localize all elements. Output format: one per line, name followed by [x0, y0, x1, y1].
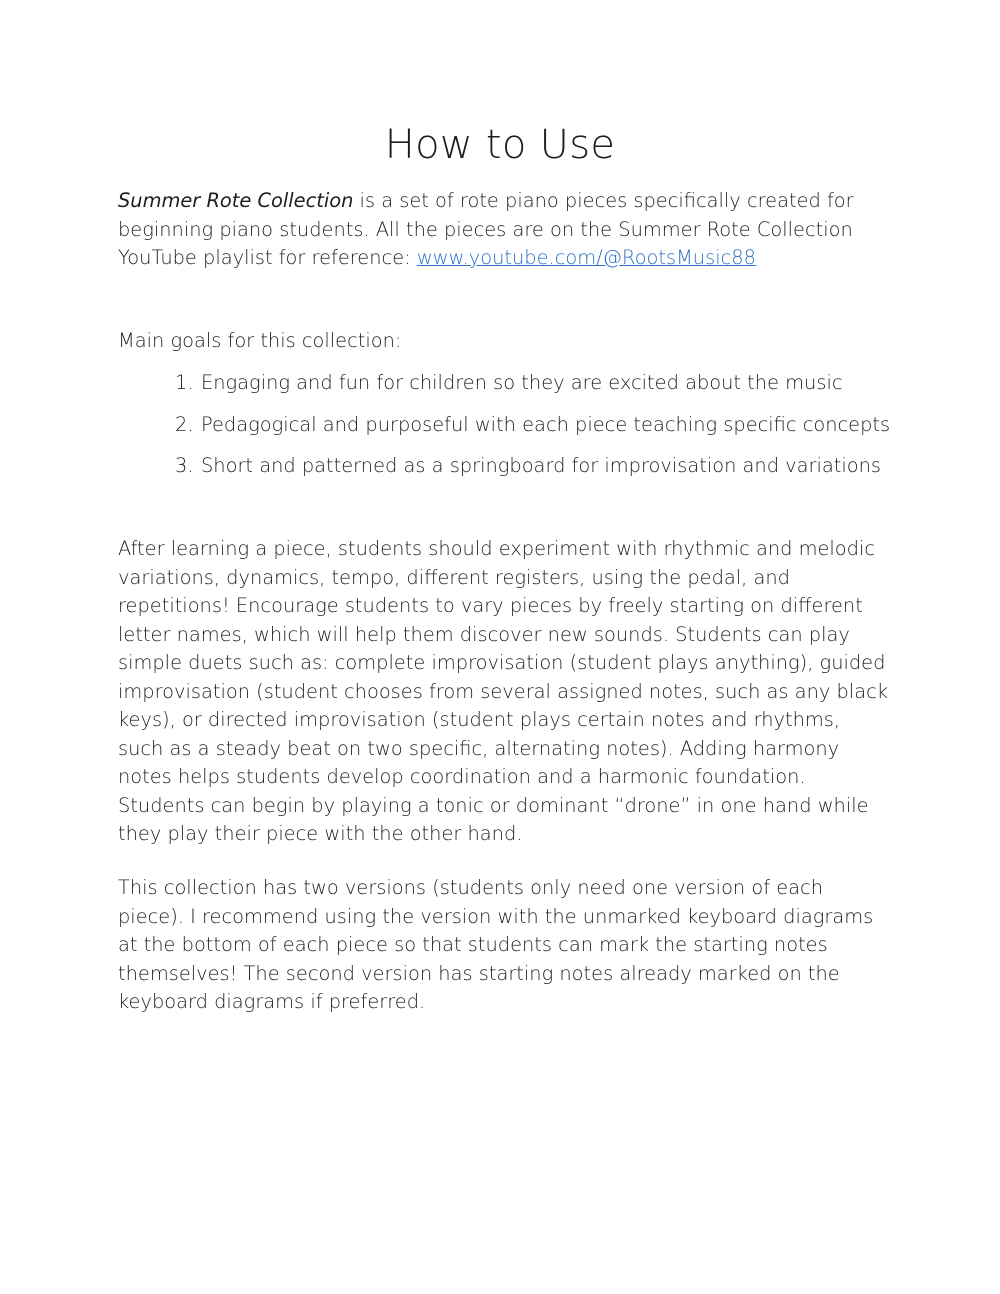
list-item-number: 1.	[175, 371, 194, 394]
page-title: How to Use	[384, 122, 616, 168]
goals-list	[175, 369, 895, 494]
collection-name: Summer Rote Collection	[118, 189, 354, 212]
versions-paragraph: This collection has two versions (students only need one version of each piece). I recommend using the version with the unmarked keyboard diagrams at the bottom of each piece so that students can mark the starting notes themselves! The second version has starting notes already marked on the keyboard diagrams if preferred.	[118, 876, 874, 1013]
variations-paragraph: After learning a piece, students should experiment with rhythmic and melodic variations, dynamics, tempo, different registers, using the pedal, and repetitions! Encourage students to vary pieces by freely starting on different letter names, which will help them discover new sounds. Students can play simple duets such as: complete improvisation (student plays anything), guided improvisation (student chooses from several assigned notes, such as any black keys), or directed improvisation (student plays certain notes and rhythms, such as a steady beat on two specific, alternating notes). Adding harmony notes helps students develop coordination and a harmonic foundation. Students can begin by playing a tonic or dominant “drone” in one hand while they play their piece with the other hand.	[118, 537, 888, 845]
list-item-number: 3.	[175, 454, 194, 477]
list-item-text: Short and patterned as a springboard for improvisation and variations	[201, 454, 882, 477]
goals-label: Main goals for this collection:	[118, 329, 402, 352]
list-item-text: Pedagogical and purposeful with each piece teaching specific concepts	[201, 412, 891, 436]
intro-paragraph	[118, 187, 888, 273]
list-item-number: 2.	[175, 412, 194, 436]
intro-text: is a set of rote piano pieces specifically created for beginning piano students. All the pieces are on the Summer Rote Collection YouTube playlist for reference:	[118, 189, 854, 269]
youtube-link[interactable]: www.youtube.com/@RootsMusic88	[416, 246, 756, 269]
list-item-text: Engaging and fun for children so they are excited about the music	[201, 371, 843, 394]
list-item	[175, 452, 895, 494]
list-item	[175, 369, 895, 411]
list-item	[175, 411, 895, 453]
